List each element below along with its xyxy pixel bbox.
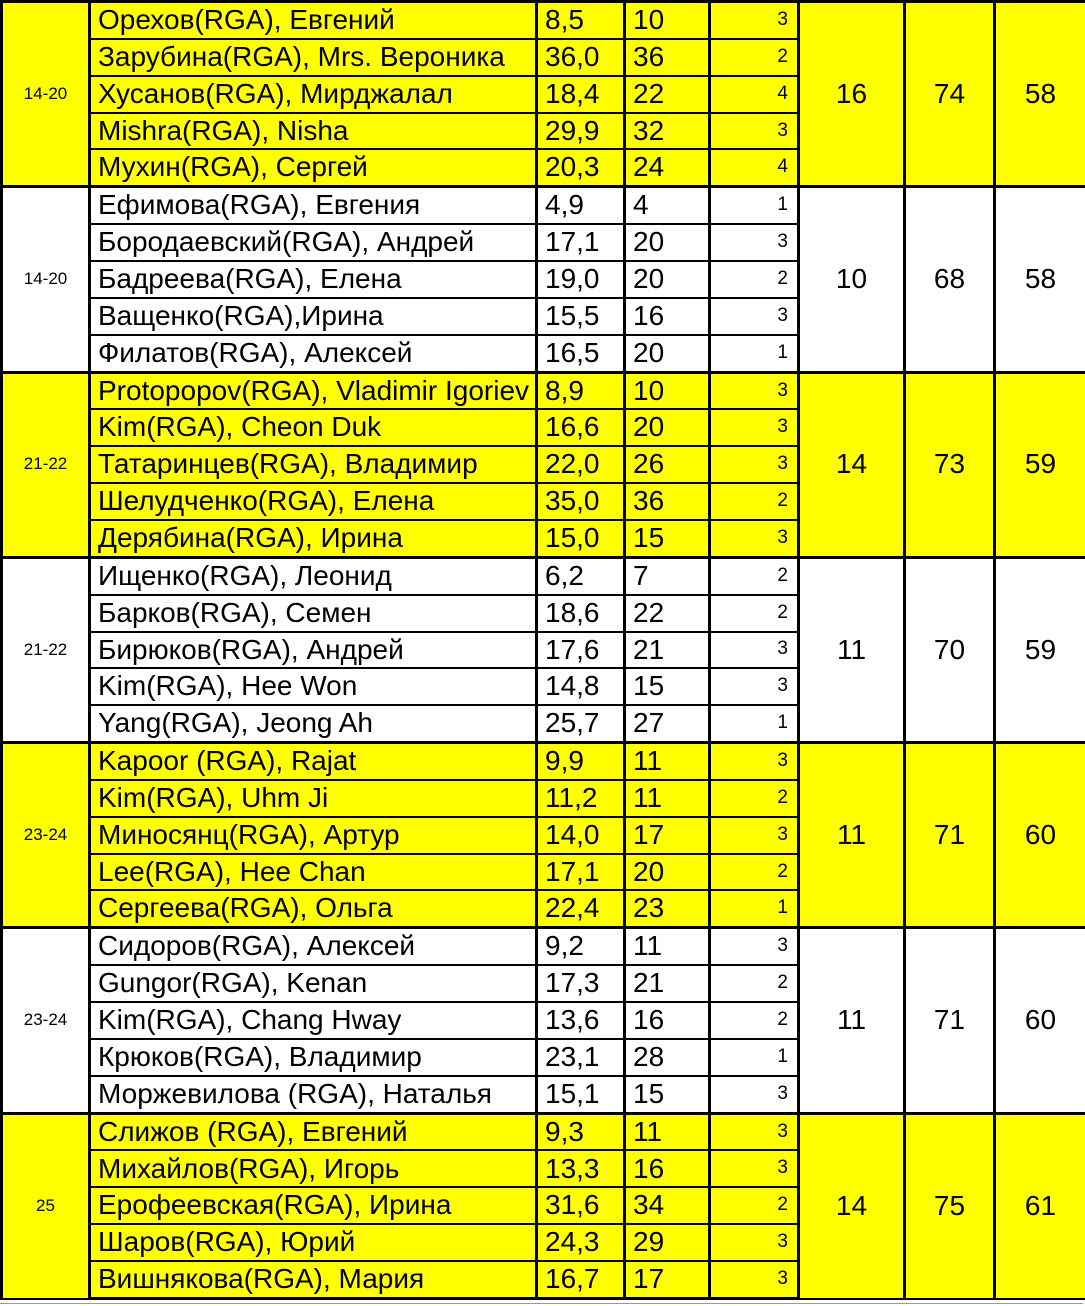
avg-score-cell: 18,4 <box>537 76 625 113</box>
player-name-cell: Дерябина(RGA), Ирина <box>90 520 537 557</box>
avg-score-cell: 17,6 <box>537 632 625 669</box>
rounded-score-cell: 21 <box>625 965 710 1002</box>
avg-score-cell: 24,3 <box>537 1224 625 1261</box>
rounded-score-cell: 11 <box>625 1113 710 1150</box>
group-total-1-cell: 11 <box>799 743 905 928</box>
group-total-3-cell: 59 <box>995 372 1085 557</box>
small-count-cell: 4 <box>710 149 799 186</box>
group-total-1-cell: 10 <box>799 187 905 372</box>
rounded-score-cell: 22 <box>625 76 710 113</box>
player-name-cell: Миносянц(RGA), Артур <box>90 817 537 854</box>
avg-score-cell: 20,3 <box>537 149 625 186</box>
small-count-cell: 3 <box>710 372 799 409</box>
table-row <box>2 743 1085 780</box>
rounded-score-cell: 20 <box>625 854 710 891</box>
table-row <box>2 928 1085 965</box>
rounded-score-cell: 15 <box>625 668 710 705</box>
avg-score-cell: 13,6 <box>537 1002 625 1039</box>
player-name-cell: Yang(RGA), Jeong Ah <box>90 705 537 742</box>
rounded-score-cell: 21 <box>625 632 710 669</box>
avg-score-cell: 4,9 <box>537 187 625 224</box>
rounded-score-cell: 10 <box>625 372 710 409</box>
avg-score-cell: 6,2 <box>537 557 625 594</box>
small-count-cell: 3 <box>710 1261 799 1299</box>
player-name-cell: Бородаевский(RGA), Андрей <box>90 224 537 261</box>
player-name-cell: Крюков(RGA), Владимир <box>90 1039 537 1076</box>
small-count-cell: 3 <box>710 409 799 446</box>
avg-score-cell: 18,6 <box>537 595 625 632</box>
avg-score-cell: 8,5 <box>537 2 625 39</box>
player-name-cell: Татаринцев(RGA), Владимир <box>90 446 537 483</box>
small-count-cell: 1 <box>710 335 799 372</box>
rounded-score-cell: 4 <box>625 187 710 224</box>
small-count-cell: 1 <box>710 1039 799 1076</box>
group-rank-range-label: 23-24 <box>2 928 90 1113</box>
player-name-cell: Сидоров(RGA), Алексей <box>90 928 537 965</box>
small-count-cell: 2 <box>710 261 799 298</box>
rounded-score-cell: 29 <box>625 1224 710 1261</box>
group-rank-range-label: 14-20 <box>2 187 90 372</box>
player-name-cell: Михайлов(RGA), Игорь <box>90 1150 537 1187</box>
avg-score-cell: 16,7 <box>537 1261 625 1299</box>
small-count-cell: 3 <box>710 224 799 261</box>
avg-score-cell: 14,8 <box>537 668 625 705</box>
rounded-score-cell: 26 <box>625 446 710 483</box>
group-total-1-cell: 11 <box>799 557 905 742</box>
avg-score-cell: 17,1 <box>537 224 625 261</box>
rounded-score-cell: 11 <box>625 743 710 780</box>
rounded-score-cell: 20 <box>625 409 710 446</box>
player-name-cell: Ващенко(RGA),Ирина <box>90 298 537 335</box>
table-row <box>2 372 1085 409</box>
avg-score-cell: 9,2 <box>537 928 625 965</box>
rounded-score-cell: 16 <box>625 1002 710 1039</box>
rounded-score-cell: 36 <box>625 483 710 520</box>
player-name-cell: Сергеева(RGA), Ольга <box>90 890 537 927</box>
group-total-2-cell: 70 <box>905 557 995 742</box>
small-count-cell: 2 <box>710 595 799 632</box>
player-name-cell: Хусанов(RGA), Мирджалал <box>90 76 537 113</box>
small-count-cell: 2 <box>710 557 799 594</box>
avg-score-cell: 11,2 <box>537 780 625 817</box>
player-name-cell: Kapoor (RGA), Rajat <box>90 743 537 780</box>
group-total-2-cell: 68 <box>905 187 995 372</box>
player-name-cell: Gungor(RGA), Kenan <box>90 965 537 1002</box>
rounded-score-cell: 23 <box>625 890 710 927</box>
avg-score-cell: 22,4 <box>537 890 625 927</box>
group-total-2-cell: 74 <box>905 2 995 187</box>
small-count-cell: 2 <box>710 39 799 76</box>
rounded-score-cell: 32 <box>625 113 710 150</box>
small-count-cell: 3 <box>710 1150 799 1187</box>
player-name-cell: Kim(RGA), Cheon Duk <box>90 409 537 446</box>
player-name-cell: Ефимова(RGA), Евгения <box>90 187 537 224</box>
avg-score-cell: 9,3 <box>537 1113 625 1150</box>
rounded-score-cell: 11 <box>625 928 710 965</box>
small-count-cell: 3 <box>710 2 799 39</box>
avg-score-cell: 17,3 <box>537 965 625 1002</box>
player-name-cell: Филатов(RGA), Алексей <box>90 335 537 372</box>
small-count-cell: 3 <box>710 632 799 669</box>
small-count-cell: 2 <box>710 965 799 1002</box>
player-name-cell: Kim(RGA), Chang Hway <box>90 1002 537 1039</box>
player-name-cell: Слижов (RGA), Евгений <box>90 1113 537 1150</box>
avg-score-cell: 13,3 <box>537 1150 625 1187</box>
table-row <box>2 1113 1085 1150</box>
avg-score-cell: 8,9 <box>537 372 625 409</box>
rounded-score-cell: 20 <box>625 224 710 261</box>
player-name-cell: Орехов(RGA), Евгений <box>90 2 537 39</box>
rounded-score-cell: 15 <box>625 1076 710 1113</box>
avg-score-cell: 15,0 <box>537 520 625 557</box>
small-count-cell: 3 <box>710 743 799 780</box>
player-name-cell: Protopopov(RGA), Vladimir Igoriev <box>90 372 537 409</box>
player-name-cell: Ищенко(RGA), Леонид <box>90 557 537 594</box>
rounded-score-cell: 27 <box>625 705 710 742</box>
small-count-cell: 2 <box>710 1187 799 1224</box>
rounded-score-cell: 36 <box>625 39 710 76</box>
avg-score-cell: 25,7 <box>537 705 625 742</box>
rounded-score-cell: 7 <box>625 557 710 594</box>
avg-score-cell: 16,6 <box>537 409 625 446</box>
group-total-3-cell: 60 <box>995 928 1085 1113</box>
group-rank-range-label: 25 <box>2 1113 90 1298</box>
avg-score-cell: 15,5 <box>537 298 625 335</box>
avg-score-cell: 17,1 <box>537 854 625 891</box>
player-name-cell: Моржевилова (RGA), Наталья <box>90 1076 537 1113</box>
avg-score-cell: 29,9 <box>537 113 625 150</box>
rounded-score-cell: 16 <box>625 1150 710 1187</box>
table-row <box>2 187 1085 224</box>
rounded-score-cell: 16 <box>625 298 710 335</box>
small-count-cell: 3 <box>710 668 799 705</box>
small-count-cell: 1 <box>710 187 799 224</box>
player-name-cell: Зарубина(RGA), Mrs. Вероника <box>90 39 537 76</box>
player-name-cell: Вишнякова(RGA), Мария <box>90 1261 537 1299</box>
small-count-cell: 3 <box>710 1113 799 1150</box>
rounded-score-cell: 34 <box>625 1187 710 1224</box>
player-name-cell: Lee(RGA), Hee Chan <box>90 854 537 891</box>
small-count-cell: 2 <box>710 780 799 817</box>
rounded-score-cell: 11 <box>625 780 710 817</box>
small-count-cell: 1 <box>710 890 799 927</box>
group-total-3-cell: 61 <box>995 1113 1085 1298</box>
small-count-cell: 3 <box>710 520 799 557</box>
group-total-3-cell: 60 <box>995 743 1085 928</box>
group-total-2-cell: 71 <box>905 743 995 928</box>
player-name-cell: Шелудченко(RGA), Елена <box>90 483 537 520</box>
rounded-score-cell: 20 <box>625 261 710 298</box>
small-count-cell: 2 <box>710 1002 799 1039</box>
avg-score-cell: 19,0 <box>537 261 625 298</box>
small-count-cell: 3 <box>710 113 799 150</box>
avg-score-cell: 35,0 <box>537 483 625 520</box>
avg-score-cell: 9,9 <box>537 743 625 780</box>
player-name-cell: Ерофеевская(RGA), Ирина <box>90 1187 537 1224</box>
group-total-2-cell: 71 <box>905 928 995 1113</box>
player-name-cell: Бадреева(RGA), Елена <box>90 261 537 298</box>
rounded-score-cell: 20 <box>625 335 710 372</box>
small-count-cell: 3 <box>710 817 799 854</box>
avg-score-cell: 23,1 <box>537 1039 625 1076</box>
player-name-cell: Барков(RGA), Семен <box>90 595 537 632</box>
avg-score-cell: 15,1 <box>537 1076 625 1113</box>
rounded-score-cell: 15 <box>625 520 710 557</box>
avg-score-cell: 14,0 <box>537 817 625 854</box>
group-total-3-cell: 59 <box>995 557 1085 742</box>
rounded-score-cell: 24 <box>625 149 710 186</box>
group-total-3-cell: 58 <box>995 2 1085 187</box>
avg-score-cell: 16,5 <box>537 335 625 372</box>
small-count-cell: 3 <box>710 298 799 335</box>
rounded-score-cell: 28 <box>625 1039 710 1076</box>
player-name-cell: Шаров(RGA), Юрий <box>90 1224 537 1261</box>
rounded-score-cell: 17 <box>625 817 710 854</box>
rounded-score-cell: 10 <box>625 2 710 39</box>
small-count-cell: 1 <box>710 705 799 742</box>
group-rank-range-label: 14-20 <box>2 2 90 187</box>
avg-score-cell: 22,0 <box>537 446 625 483</box>
table-body <box>2 2 1085 1299</box>
group-total-3-cell: 58 <box>995 187 1085 372</box>
group-total-1-cell: 11 <box>799 928 905 1113</box>
player-name-cell: Kim(RGA), Uhm Ji <box>90 780 537 817</box>
table-row <box>2 2 1085 39</box>
group-total-1-cell: 16 <box>799 2 905 187</box>
player-name-cell: Kim(RGA), Hee Won <box>90 668 537 705</box>
small-count-cell: 3 <box>710 446 799 483</box>
small-count-cell: 2 <box>710 854 799 891</box>
group-rank-range-label: 23-24 <box>2 743 90 928</box>
player-name-cell: Mishra(RGA), Nisha <box>90 113 537 150</box>
small-count-cell: 3 <box>710 1076 799 1113</box>
small-count-cell: 4 <box>710 76 799 113</box>
avg-score-cell: 31,6 <box>537 1187 625 1224</box>
small-count-cell: 2 <box>710 483 799 520</box>
rounded-score-cell: 17 <box>625 1261 710 1299</box>
small-count-cell: 3 <box>710 928 799 965</box>
group-total-1-cell: 14 <box>799 372 905 557</box>
group-rank-range-label: 21-22 <box>2 372 90 557</box>
group-total-2-cell: 73 <box>905 372 995 557</box>
player-name-cell: Бирюков(RGA), Андрей <box>90 632 537 669</box>
table-row <box>2 557 1085 594</box>
group-rank-range-label: 21-22 <box>2 557 90 742</box>
avg-score-cell: 36,0 <box>537 39 625 76</box>
rounded-score-cell: 22 <box>625 595 710 632</box>
small-count-cell: 3 <box>710 1224 799 1261</box>
group-total-1-cell: 14 <box>799 1113 905 1298</box>
group-total-2-cell: 75 <box>905 1113 995 1298</box>
player-name-cell: Мухин(RGA), Сергей <box>90 149 537 186</box>
